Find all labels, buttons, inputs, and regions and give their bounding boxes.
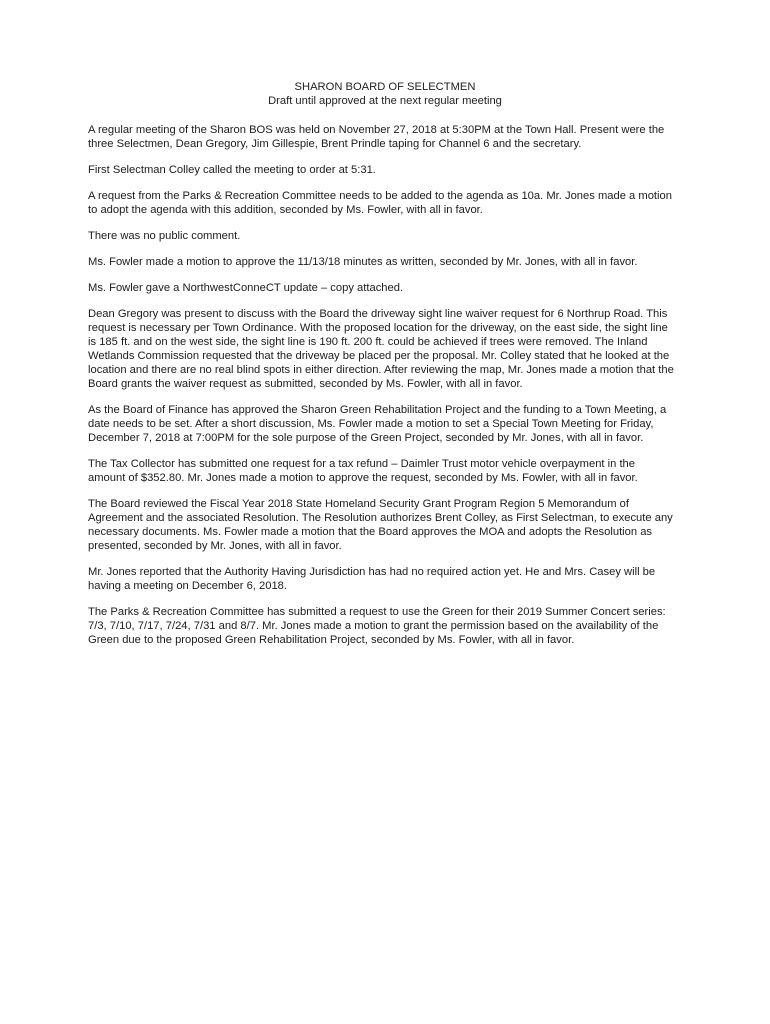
document-header (0, 80, 770, 108)
paragraph-call-to-order: First Selectman Colley called the meeting to order at 5:31. (88, 164, 376, 176)
minutes-body (88, 123, 674, 659)
paragraph-tax-refund: The Tax Collector has submitted one request for a tax refund – Daimler Trust motor vehicle overpayment in the amount of $352.80. Mr. Jones made a motion to approve the request, seconded by Ms. Fowler, with all in favor. (88, 458, 638, 484)
paragraph-meeting-opening: A regular meeting of the Sharon BOS was held on November 27, 2018 at 5:30PM at the Town Hall. Present were the three Selectmen, Dean Gregory, Jim Gillespie, Brent Prindle taping for Channel 6 and the secretary. (88, 124, 665, 150)
document-title: SHARON BOARD OF SELECTMEN (294, 81, 476, 93)
paragraph-green-project: As the Board of Finance has approved the Sharon Green Rehabilitation Project and the funding to a Town Meeting, a date needs to be set. After a short discussion, Ms. Fowler made a motion to set a Special Town Meeting for Friday, December 7, 2018 at 7:00PM for the sole purpose of the Green Project, seconded by Mr. Jones, with all in favor. (88, 404, 667, 444)
document-subtitle: Draft until approved at the next regular meeting (268, 95, 502, 107)
paragraph-public-comment: There was no public comment. (88, 230, 241, 242)
paragraph-agenda: A request from the Parks & Recreation Committee needs to be added to the agenda as 10a. Mr. Jones made a motion to adopt the agenda with this addition, seconded by Ms. Fowler, with all in favor. (88, 190, 672, 216)
paragraph-northwestconnect: Ms. Fowler gave a NorthwestConneCT update – copy attached. (88, 282, 404, 294)
paragraph-parks-recreation: The Parks & Recreation Committee has submitted a request to use the Green for their 2019 Summer Concert series: 7/3, 7/10, 7/17, 7/24, 7/31 and 8/7. Mr. Jones made a motion to grant the permission based on the availability of the Green due to the proposed Green Rehabilitation Project, seconded by Ms. Fowler, with all in favor. (88, 606, 666, 646)
paragraph-homeland-security: The Board reviewed the Fiscal Year 2018 State Homeland Security Grant Program Region 5 Memorandum of Agreement and the associated Resolution. The Resolution authorizes Brent Colley, as First Selectman, to execute any necessary documents. Ms. Fowler made a motion that the Board approves the MOA and adopts the Resolution as presented, seconded by Mr. Jones, with all in favor. (88, 498, 673, 552)
paragraph-minutes-approval: Ms. Fowler made a motion to approve the 11/13/18 minutes as written, seconded by Mr. Jones, with all in favor. (88, 256, 638, 268)
paragraph-authority-jurisdiction: Mr. Jones reported that the Authority Having Jurisdiction has had no required action yet. He and Mrs. Casey will be having a meeting on December 6, 2018. (88, 566, 656, 592)
paragraph-driveway-waiver: Dean Gregory was present to discuss with the Board the driveway sight line waiver request for 6 Northrup Road. This request is necessary per Town Ordinance. With the proposed location for the driveway, on the east side, the sight line is 185 ft. and on the west side, the sight line is 190 ft. 200 ft. could be achieved if trees were removed. The Inland Wetlands Commission requested that the driveway be placed per the proposal. Mr. Colley stated that he looked at the location and there are no real blind spots in either direction. After reviewing the map, Mr. Jones made a motion that the Board grants the waiver request as submitted, seconded by Ms. Fowler, with all in favor. (88, 308, 674, 390)
